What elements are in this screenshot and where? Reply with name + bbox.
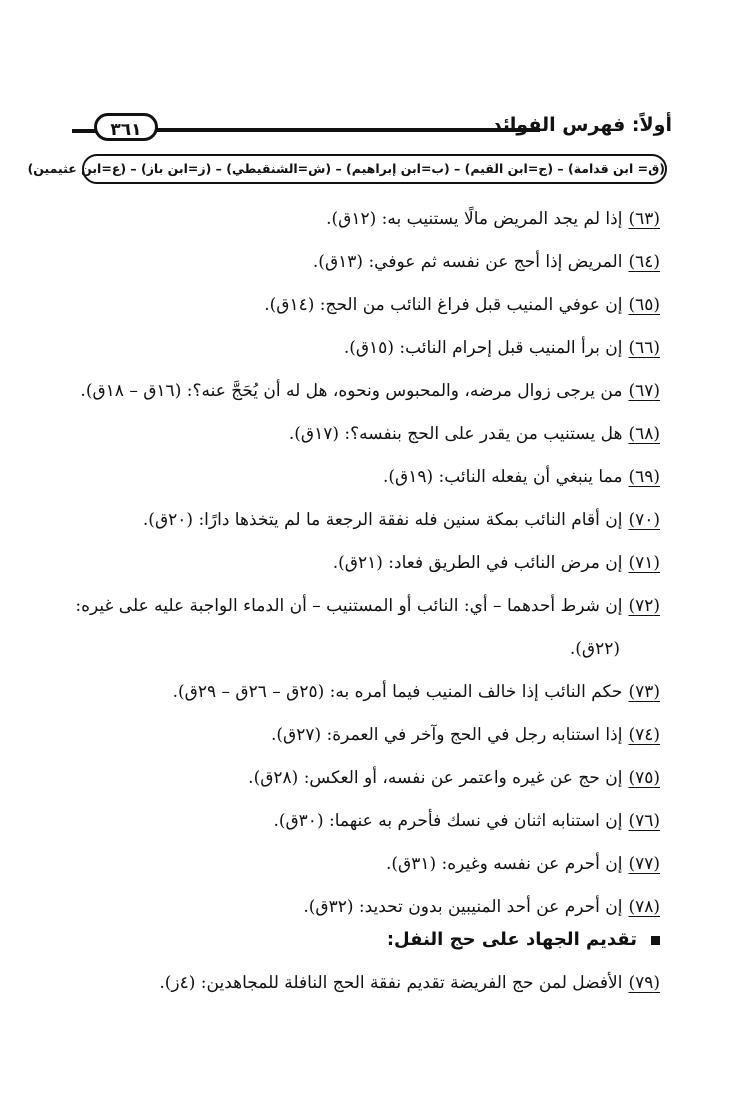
- section-heading: [387, 929, 660, 950]
- index-entry: [70, 370, 660, 413]
- index-entry: [70, 542, 660, 585]
- index-entry: [70, 327, 660, 370]
- entry-number: (٧٤): [628, 725, 660, 745]
- square-bullet-icon: [651, 936, 660, 945]
- entry-number: (٦٧): [628, 381, 660, 401]
- section-title: تقديم الجهاد على حج النفل:: [386, 929, 637, 950]
- index-entry: [70, 800, 660, 843]
- entry-text: إن شرط أحدهما – أي: النائب أو المستنيب – أن الدماء الواجبة عليه على غيره:: [75, 596, 623, 616]
- entry-text: من يرجى زوال مرضه، والمحبوس ونحوه، هل له أن يُحَجَّ عنه؟: (١٦ق – ١٨ق).: [80, 381, 623, 401]
- entry-text: إن أحرم عن نفسه وغيره: (٣١ق).: [386, 854, 623, 874]
- entry-number: (٧٠): [628, 510, 660, 530]
- entry-text: إذا استنابه رجل في الحج وآخر في العمرة: (٢٧ق).: [271, 725, 623, 745]
- entry-number: (٧١): [628, 553, 660, 573]
- entry-text: إن حج عن غيره واعتمر عن نفسه، أو العكس: (٢٨ق).: [248, 768, 623, 788]
- entry-text: المريض إذا أحج عن نفسه ثم عوفي: (١٣ق).: [312, 252, 623, 272]
- entry-text: حكم النائب إذا خالف المنيب فيما أمره به: (٢٥ق – ٢٦ق – ٢٩ق).: [172, 682, 623, 702]
- index-entry: [70, 499, 660, 542]
- index-entry: [70, 198, 660, 241]
- abbreviation-legend: (ق= ابن قدامة) – (ج=ابن القيم) – (ب=ابن إبراهيم) – (ش=الشنقيطي) – (ز=ابن باز) – (ع=ابن عثيمين): [82, 154, 667, 184]
- entry-text: مما ينبغي أن يفعله النائب: (١٩ق).: [382, 467, 623, 487]
- entry-text: إن أقام النائب بمكة سنين فله نفقة الرجعة ما لم يتخذها دارًا: (٢٠ق).: [142, 510, 623, 530]
- entry-number: (٦٣): [628, 209, 660, 229]
- index-entry: [70, 757, 660, 800]
- index-entry: [70, 671, 660, 714]
- entry-number: (٧٩): [628, 973, 660, 993]
- entry-text: إذا لم يجد المريض مالًا يستنيب به: (١٢ق).: [326, 209, 623, 229]
- index-entry: [70, 284, 660, 327]
- index-entry: [70, 413, 660, 456]
- entry-text: إن أحرم عن أحد المنيبين بدون تحديد: (٣٢ق).: [303, 897, 623, 917]
- entry-number: (٦٩): [628, 467, 660, 487]
- entry-number: (٧٦): [628, 811, 660, 831]
- entry-number: (٧٣): [628, 682, 660, 702]
- index-entry: [70, 886, 660, 929]
- index-entry: [70, 843, 660, 886]
- entry-text: إن عوفي المنيب قبل فراغ النائب من الحج: (١٤ق).: [264, 295, 623, 315]
- page-number: ٣٦١: [94, 113, 158, 141]
- entry-number: (٦٦): [628, 338, 660, 358]
- entry-text: إن استنابه اثنان في نسك فأحرم به عنهما: (٣٠ق).: [273, 811, 623, 831]
- entry-text: إن مرض النائب في الطريق فعاد: (٢١ق).: [332, 553, 623, 573]
- entry-number: (٧٧): [628, 854, 660, 874]
- entry-number: (٧٨): [628, 897, 660, 917]
- entry-number: (٦٨): [628, 424, 660, 444]
- entry-number: (٦٤): [628, 252, 660, 272]
- entry-number: (٧٥): [628, 768, 660, 788]
- page-title: أولاً: فهرس الفوائد: [491, 114, 672, 136]
- header-rule: [152, 128, 540, 132]
- entry-number: (٦٥): [628, 295, 660, 315]
- index-entry: [70, 585, 660, 671]
- index-entries: [70, 198, 660, 929]
- entry-continuation: (٢٢ق).: [569, 639, 620, 659]
- page-header: [72, 112, 672, 146]
- index-entry: [70, 962, 660, 1005]
- entry-text: الأفضل لمن حج الفريضة تقديم نفقة الحج النافلة للمجاهدين: (٤ز).: [159, 973, 623, 993]
- section-entries: [70, 962, 660, 1005]
- entry-text: إن برأ المنيب قبل إحرام النائب: (١٥ق).: [343, 338, 623, 358]
- index-entry: [70, 241, 660, 284]
- index-entry: [70, 456, 660, 499]
- entry-number: (٧٢): [628, 596, 660, 616]
- index-entry: [70, 714, 660, 757]
- entry-text: هل يستنيب من يقدر على الحج بنفسه؟: (١٧ق).: [288, 424, 623, 444]
